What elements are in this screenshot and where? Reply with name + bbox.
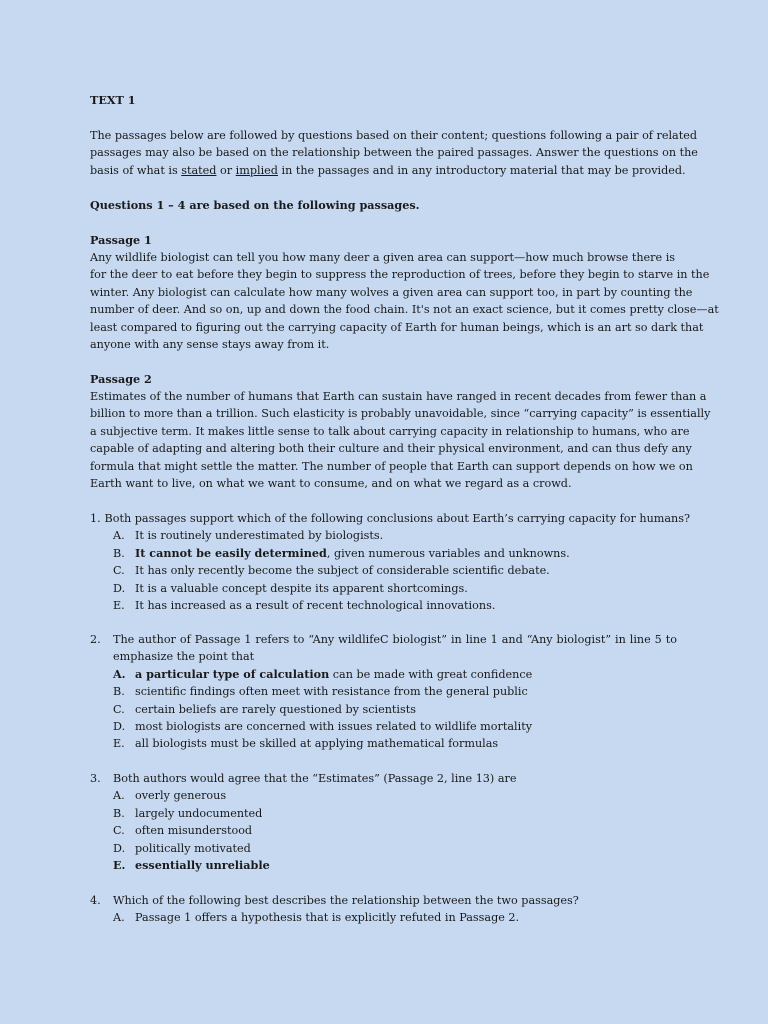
passage-line: anyone with any sense stays away from it.: [90, 337, 330, 351]
option-letter: B.: [113, 685, 125, 699]
option-text: It has only recently become the subject of considerable scientific debate.: [135, 564, 550, 578]
passage-line: Earth want to live, on what we want to consume, and on what we regard as a crowd.: [90, 476, 572, 490]
option-b[interactable]: [90, 805, 690, 822]
passage2-heading: Passage 2: [90, 372, 152, 386]
question-1: [90, 510, 690, 614]
passage1-heading: Passage 1: [90, 233, 152, 247]
option-d[interactable]: [90, 580, 690, 597]
passage-line: winter. Any biologist can calculate how many wolves a given area can support too, in part by counting the: [90, 285, 693, 299]
instructions-text: basis of what is: [90, 163, 182, 177]
instructions-line: passages may also be based on the relationship between the paired passages. Answer the questions on the: [90, 146, 698, 160]
option-c[interactable]: [90, 822, 690, 839]
passage2-body: [90, 388, 768, 492]
passage-line: Any wildlife biologist can tell you how many deer a given area can support—how much browse there is: [90, 251, 676, 264]
option-text: largely undocumented: [135, 806, 263, 820]
option-letter: B.: [113, 546, 125, 560]
option-letter: C.: [113, 702, 125, 716]
question-stem-continued: emphasize the point that: [113, 650, 255, 664]
question-3: [90, 770, 690, 874]
option-letter: A.: [113, 529, 125, 543]
passage-line: number of deer. And so on, up and down the food chain. It's not an exact science, but it comes pretty close—at: [90, 303, 719, 317]
option-letter: D.: [113, 581, 126, 595]
option-letter: E.: [113, 857, 126, 872]
option-letter: C.: [113, 564, 125, 578]
option-d[interactable]: [90, 840, 690, 857]
option-text: politically motivated: [135, 841, 251, 855]
option-letter: B.: [113, 806, 125, 820]
passage-line: a subjective term. It makes little sense to talk about carrying capacity in relationship to humans, who are: [90, 424, 690, 438]
option-b[interactable]: [90, 683, 690, 700]
option-text: It is routinely underestimated by biologists.: [135, 529, 384, 543]
option-text: certain beliefs are rarely questioned by scientists: [135, 702, 416, 716]
option-a[interactable]: [90, 909, 690, 926]
instructions-line: The passages below are followed by questions based on their content; questions following a pair of related: [90, 129, 698, 142]
option-e[interactable]: [90, 597, 690, 614]
option-a[interactable]: [90, 527, 690, 544]
question-number: 4.: [90, 894, 101, 907]
question-number: 2.: [90, 633, 101, 646]
option-text: It is a valuable concept despite its apparent shortcomings.: [135, 581, 468, 595]
option-text: all biologists must be skilled at applying mathematical formulas: [135, 737, 499, 751]
passage-line: for the deer to eat before they begin to suppress the reproduction of trees, before they begin to starve in the: [90, 268, 710, 282]
instructions-text: or: [216, 163, 236, 177]
question-stem: Which of the following best describes the relationship between the two passages?: [113, 894, 579, 907]
option-text: most biologists are concerned with issues related to wildlife mortality: [135, 719, 533, 733]
instructions-line: [90, 162, 768, 179]
document-title: TEXT 1: [90, 93, 136, 107]
question-stem: The author of Passage 1 refers to “Any wildlifeC biologist” in line 1 and “Any biologist” in line 5 to: [113, 633, 677, 646]
option-letter: E.: [113, 737, 125, 751]
option-text: scientific findings often meet with resistance from the general public: [135, 685, 528, 699]
option-e[interactable]: [90, 857, 690, 874]
passage-line: least compared to figuring out the carrying capacity of Earth for human beings, which is an art so dark that: [90, 320, 704, 334]
option-letter: D.: [113, 719, 126, 733]
passage-line: Estimates of the number of humans that Earth can sustain have ranged in recent decades from fewer than a: [90, 390, 707, 403]
passage-line: formula that might settle the matter. The number of people that Earth can support depends on how we on: [90, 459, 693, 473]
question-4: [90, 892, 690, 927]
question-2: [90, 631, 690, 753]
option-text: often misunderstood: [135, 824, 253, 838]
question-stem: Both authors would agree that the “Estimates” (Passage 2, line 13) are: [113, 772, 517, 785]
option-b[interactable]: [90, 545, 690, 562]
option-letter: C.: [113, 824, 125, 838]
option-d[interactable]: [90, 718, 690, 735]
option-text: It has increased as a result of recent technological innovations.: [135, 598, 496, 612]
option-text-bold: a particular type of calculation: [135, 666, 330, 681]
option-text: essentially unreliable: [135, 857, 270, 872]
implied-word: implied: [235, 163, 278, 177]
passage-line: capable of adapting and altering both their culture and their physical environment, and can thus defy any: [90, 442, 692, 456]
questions-heading: Questions 1 – 4 are based on the following passages.: [90, 198, 420, 212]
option-text: can be made with great confidence: [329, 667, 533, 681]
option-e[interactable]: [90, 735, 690, 752]
option-a[interactable]: [90, 787, 690, 804]
option-text-bold: It cannot be easily determined: [135, 545, 327, 560]
option-letter: A.: [113, 911, 125, 925]
stated-word: stated: [181, 163, 217, 177]
option-c[interactable]: [90, 562, 690, 579]
option-letter: D.: [113, 841, 126, 855]
option-text: , given numerous variables and unknowns.: [326, 546, 570, 560]
option-letter: A.: [113, 666, 126, 681]
option-c[interactable]: [90, 701, 690, 718]
option-text: Passage 1 offers a hypothesis that is explicitly refuted in Passage 2.: [135, 911, 520, 925]
option-letter: E.: [113, 598, 125, 612]
passage1-body: [90, 249, 768, 353]
instructions: [90, 127, 768, 179]
question-number: 1.: [90, 512, 101, 525]
option-letter: A.: [113, 789, 125, 803]
question-number: 3.: [90, 772, 101, 785]
option-text: overly generous: [135, 789, 227, 803]
question-stem: Both passages support which of the following conclusions about Earth’s carrying capacity for humans?: [104, 512, 690, 525]
instructions-text: in the passages and in any introductory material that may be provided.: [277, 163, 686, 177]
passage-line: billion to more than a trillion. Such elasticity is probably unavoidable, since “carrying capacity” is essentially: [90, 407, 711, 421]
option-a[interactable]: [90, 666, 690, 683]
